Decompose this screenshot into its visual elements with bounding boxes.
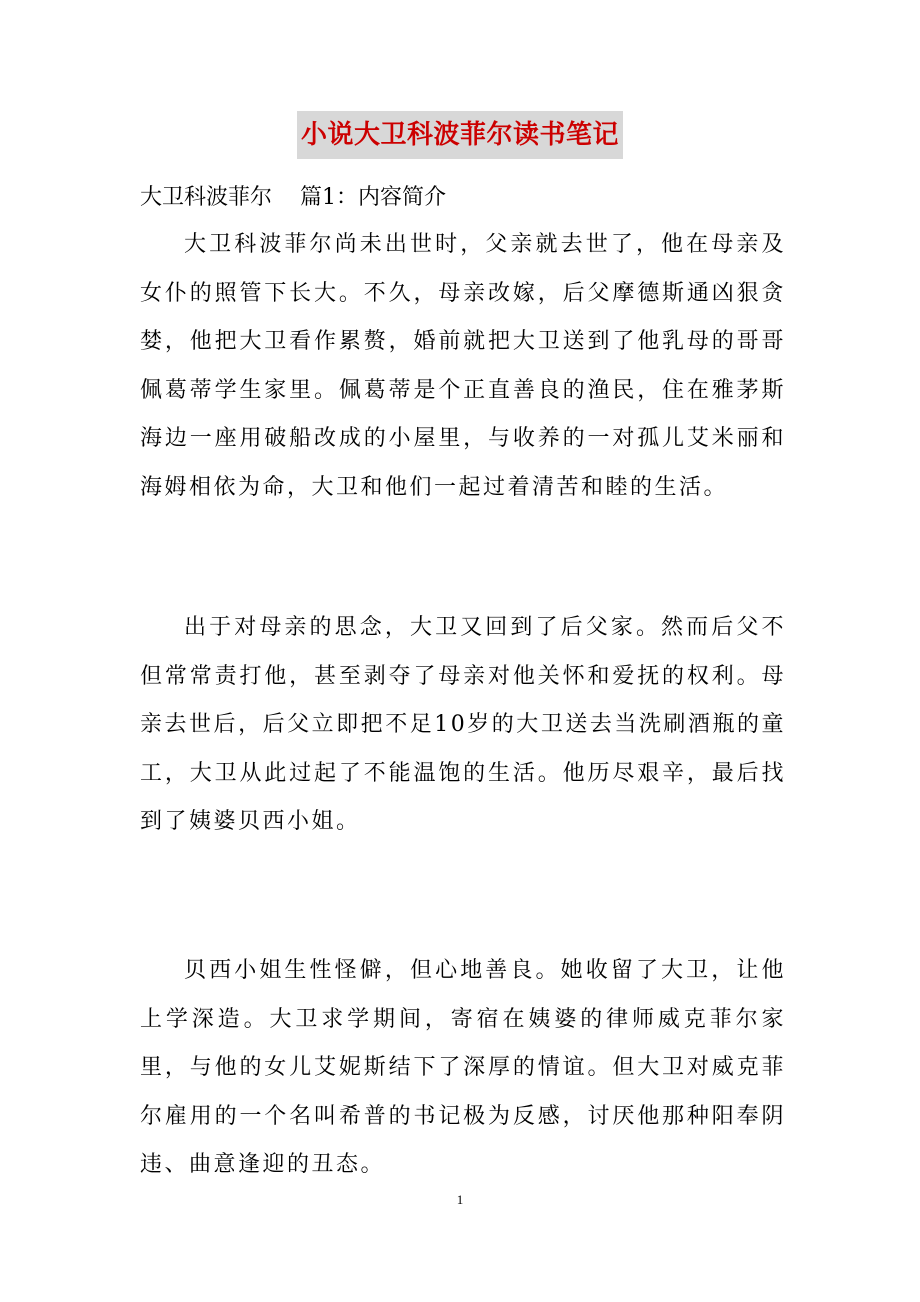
page-title bbox=[0, 111, 920, 160]
page-title-text: 小说大卫科波菲尔读书笔记 bbox=[297, 111, 623, 159]
body-paragraph: 出于对母亲的思念，大卫又回到了后父家。然而后父不但常常责打他，甚至剥夺了母亲对他关怀和爱抚的权利。母亲去世后，后父立即把不足10岁的大卫送去当洗刷酒瓶的童工，大卫从此过起了不能温饱的生活。他历尽艰辛，最后找到了姨婆贝西小姐。 bbox=[140, 615, 786, 834]
body-paragraph: 贝西小姐生性怪僻，但心地善良。她收留了大卫，让他上学深造。大卫求学期间，寄宿在姨婆的律师威克菲尔家里，与他的女儿艾妮斯结下了深厚的情谊。但大卫对威克菲尔雇用的一个名叫希普的书记极为反感，讨厌他那种阳奉阴违、曲意逢迎的丑态。 bbox=[140, 958, 786, 1177]
body-paragraph: 大卫科波菲尔尚未出世时，父亲就去世了，他在母亲及女仆的照管下长大。不久，母亲改嫁，后父摩德斯通凶狠贪婪，他把大卫看作累赘，婚前就把大卫送到了他乳母的哥哥佩葛蒂学生家里。佩葛蒂是个正直善良的渔民，住在雅茅斯海边一座用破船改成的小屋里，与收养的一对孤儿艾米丽和海姆相依为命，大卫和他们一起过着清苦和睦的生活。 bbox=[140, 232, 786, 500]
section-heading: 大卫科波菲尔 篇1：内容简介 bbox=[140, 185, 446, 210]
page-number: 1 bbox=[456, 1192, 464, 1207]
